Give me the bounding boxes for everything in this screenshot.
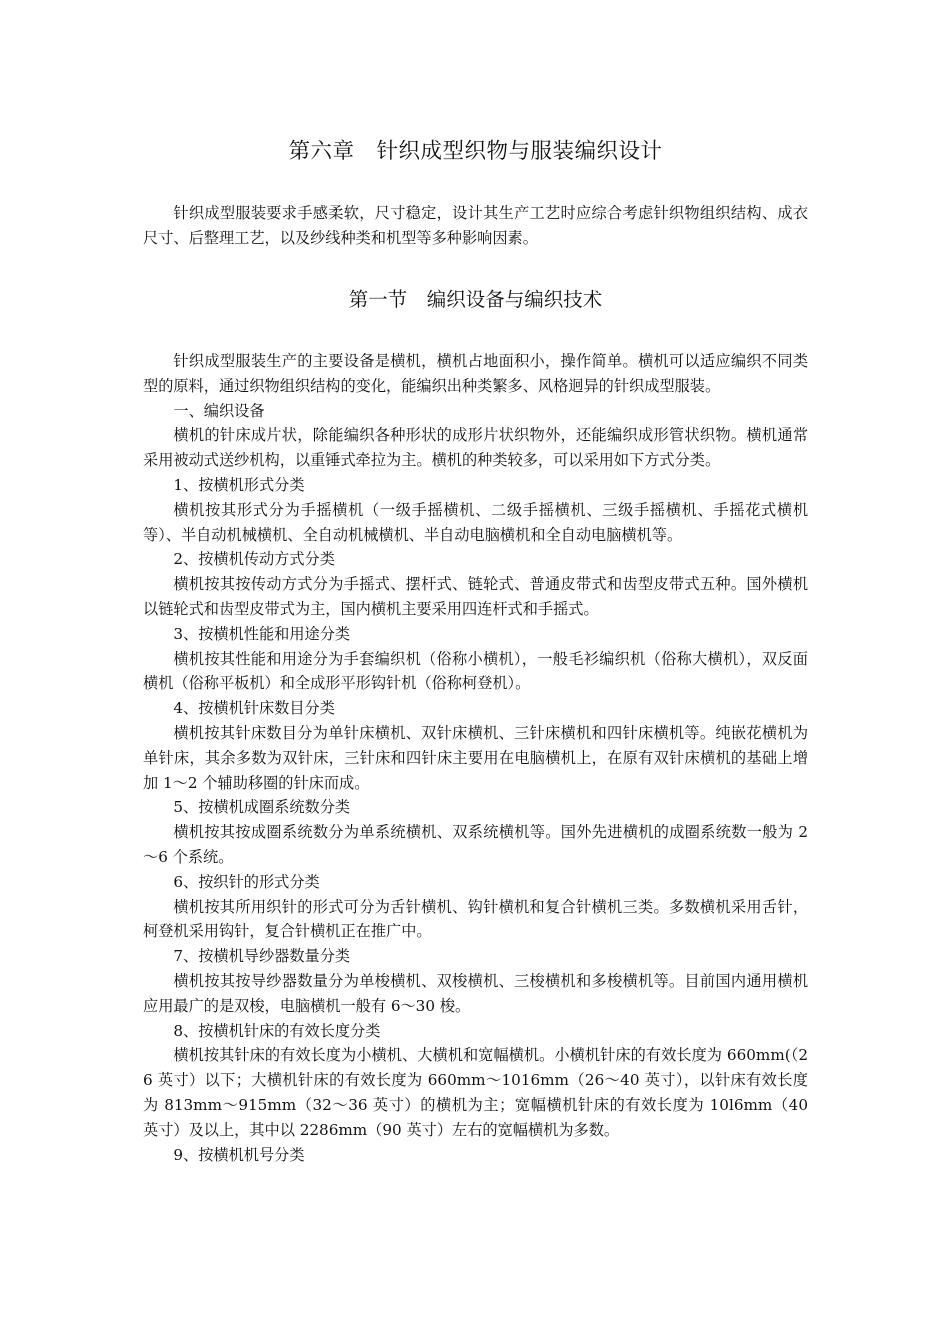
item-paragraph: 横机按其针床数目分为单针床横机、双针床横机、三针床横机和四针床横机等。纯嵌花横机为单针床，其余多数为双针床，三针床和四针床主要用在电脑横机上，在原有双针床横机的基础上增加 1～2 个辅助移圈的针床而成。 [143, 723, 808, 792]
section-intro-paragraph: 针织成型服装生产的主要设备是横机，横机占地面积小，操作简单。横机可以适应编织不同类型的原料，通过织物组织结构的变化，能编织出种类繁多、风格迥异的针织成型服装。 [143, 352, 808, 395]
item-paragraph: 横机按其按导纱器数量分为单梭横机、双梭横机、三梭横机和多梭横机等。目前国内通用横机应用最广的是双梭，电脑横机一般有 6～30 梭。 [143, 971, 808, 1015]
item-paragraph: 横机按其按传动方式分为手摇式、摆杆式、链轮式、普通皮带式和齿型皮带式五种。国外横机以链轮式和齿型皮带式为主，国内横机主要采用四连杆式和手摇式。 [143, 575, 808, 618]
item-heading: 5、按横机成圈系统数分类 [173, 798, 351, 817]
subsection-heading: 一、编织设备 [173, 401, 265, 420]
item-paragraph: 横机按其按成圈系统数分为单系统横机、双系统横机等。国外先进横机的成圈系统数一般为 2～6 个系统。 [143, 823, 808, 866]
item-paragraph: 横机按其所用织针的形式可分为舌针横机、钩针横机和复合针横机三类。多数横机采用舌针，柯登机采用钩针，复合针横机正在推广中。 [143, 897, 808, 941]
section-body [143, 349, 808, 1167]
item-paragraph: 横机按其性能和用途分为手套编织机（俗称小横机），一般毛衫编织机（俗称大横机），双反面横机（俗称平板机）和全成形平形钩针机（俗称柯登机）。 [143, 649, 808, 693]
item-paragraph: 横机按其形式分为手摇横机（一级手摇横机、二级手摇横机、三级手摇横机、手摇花式横机等）、半自动机械横机、全自动机械横机、半自动电脑横机和全自动电脑横机等。 [143, 500, 808, 544]
item-heading: 3、按横机性能和用途分类 [173, 624, 351, 643]
item-paragraph: 横机按其针床的有效长度为小横机、大横机和宽幅横机。小横机针床的有效长度为 660mm(（26 英寸）以下；大横机针床的有效长度为 660mm～1016mm（26～40 英寸），以针床有效长度为 813mm～915mm（32～36 英寸）的横机为主；宽幅横机针床的有效长度为 10l6mm（40 英寸）及以上，其中以 2286mm（90 英寸）左右的宽幅横机为多数。 [143, 1046, 808, 1139]
chapter-title: 第六章 针织成型织物与服装编织设计 [288, 139, 663, 164]
item-heading: 1、按横机形式分类 [173, 475, 305, 494]
item-heading: 9、按横机机号分类 [173, 1145, 305, 1164]
chapter-intro-block [143, 201, 808, 251]
item-heading: 6、按织针的形式分类 [173, 872, 320, 891]
item-heading: 7、按横机导纱器数量分类 [173, 947, 351, 966]
subsection-intro-paragraph: 横机的针床成片状，除能编织各种形状的成形片状织物外，还能编织成形管状织物。横机通常采用被动式送纱机构，以重锤式牵拉为主。横机的种类较多，可以采用如下方式分类。 [143, 426, 808, 470]
chapter-intro-paragraph: 针织成型服装要求手感柔软，尺寸稳定，设计其生产工艺时应综合考虑针织物组织结构、成衣尺寸、后整理工艺，以及纱线种类和机型等多种影响因素。 [143, 204, 808, 247]
item-heading: 2、按横机传动方式分类 [173, 550, 335, 569]
section-title: 第一节 编织设备与编织技术 [348, 288, 603, 311]
item-heading: 8、按横机针床的有效长度分类 [173, 1021, 381, 1040]
item-heading: 4、按横机针床数目分类 [173, 699, 335, 718]
